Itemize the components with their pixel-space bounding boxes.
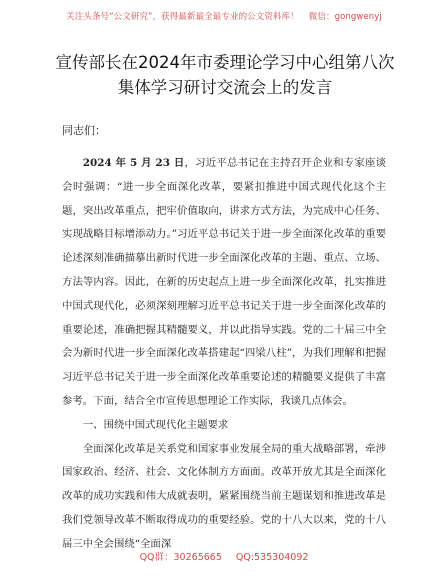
bottom-contact-banner [0, 549, 448, 563]
paragraph-1-text: ，习近平总书记在主持召开企业和专家座谈会时强调：“进一步全面深化改革，要紧扣推进中国式现代化这个主题，突出改革重点，把牢价值取向，讲求方式方法，为完成中心任务、实现战略目标增添动力。”习近平总书记关于进一步全面深化改革的重要论述深刻准确描摹出新时代进一步全面深化改革的主题、重点、立场、方法等内容。因此，在新的历史起点上进一步全面深化改革，扎实推进中国式现代化，必须深刻理解习近平总书记关于进一步全面深化改革的重要论述，准确把握其精髓要义，并以此指导实践。党的二十届三中全会为新时代进一步全面深化改革搭建起“四梁八柱”，为我们理解和把握习近平总书记关于进一步全面深化改革重要论述的精髓要义提供了丰富参考。下面，结合全市宣传思想理论工作实际，我谈几点体会。 [62, 157, 386, 407]
document-title [40, 50, 410, 100]
paragraph-2: 全面深化改革是关系党和国家事业发展全局的重大战略部署，牵涉国家政治、经济、社会、文化体制方方面面。改革开放尤其是全面深化改革的成功实践和伟大成就表明，紧紧围绕当前主题谋划和推进改革是我们党领导改革不断取得成功的重要经验。党的十八大以来，党的十八届三中全会围绕“全面深 [62, 442, 386, 550]
document-body [62, 152, 386, 557]
qq-text: QQ:535304092 [235, 552, 309, 563]
salutation: 同志们： [62, 124, 106, 137]
promo-text: 关注头条号“公文研究”，获得最新最全最专业的公文资料库！ [66, 12, 299, 22]
section-heading-1: 一、围绕中国式现代化主题要求 [82, 418, 229, 431]
top-promo-banner [0, 10, 448, 22]
paragraph-date: 2024 年 5 月 23 日 [82, 157, 185, 169]
title-line-2: 集体学习研讨交流会上的发言 [117, 78, 333, 97]
title-line-1: 宣传部长在2024年市委理论学习中心组第八次 [55, 53, 395, 72]
wechat-text: 微信：gongwenyj [308, 12, 382, 22]
qq-group-text: QQ群：30265665 [139, 552, 222, 563]
paragraph-1 [62, 152, 386, 414]
